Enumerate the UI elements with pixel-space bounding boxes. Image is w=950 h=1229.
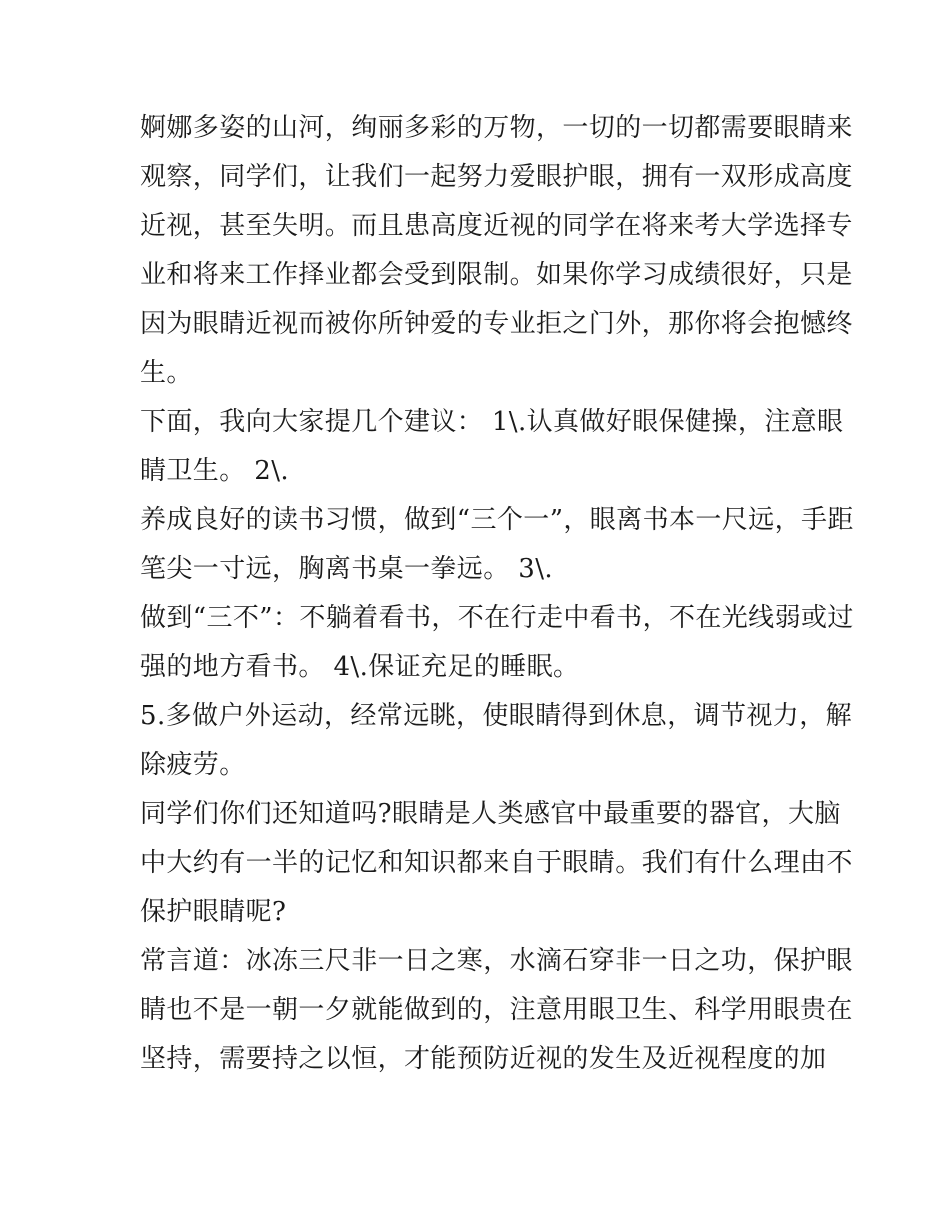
paragraph-eye-importance [140, 790, 853, 937]
text-line: 除疲劳。 [140, 750, 246, 780]
text-line: 婀娜多姿的山河，绚丽多彩的万物，一切的一切都需要眼睛来 [140, 113, 853, 143]
text-line: 下面，我向大家提几个建议： 1\.认真做好眼保健操，注意眼 [140, 407, 844, 437]
text-line: 因为眼睛近视而被你所钟爱的专业拒之门外，那你将会抱憾终 [140, 309, 853, 339]
text-line: 睛卫生。 2\. [140, 456, 290, 486]
body-text [140, 104, 854, 1084]
paragraph-suggestion-2 [140, 496, 854, 594]
text-line: 业和将来工作择业都会受到限制。如果你学习成绩很好，只是 [140, 260, 853, 290]
text-line: 近视，甚至失明。而且患高度近视的同学在将来考大学选择专 [140, 211, 853, 241]
text-line: 保护眼睛呢? [140, 897, 287, 927]
text-line: 常言道：冰冻三尺非一日之寒，水滴石穿非一日之功，保护眼 [140, 946, 853, 976]
paragraph-suggestion-5 [140, 692, 853, 790]
text-line: 养成良好的读书习惯，做到“三个一”，眼离书本一尺远，手距 [140, 505, 854, 535]
text-line: 笔尖一寸远，胸离书桌一拳远。 3\. [140, 554, 554, 584]
text-line: 强的地方看书。 4\.保证充足的睡眠。 [140, 652, 580, 682]
text-line: 睛也不是一朝一夕就能做到的，注意用眼卫生、科学用眼贵在 [140, 995, 853, 1025]
text-line: 中大约有一半的记忆和知识都来自于眼睛。我们有什么理由不 [140, 848, 853, 878]
text-line: 观察，同学们，让我们一起努力爱眼护眼，拥有一双形成高度 [140, 162, 853, 192]
paragraph-suggestion-3 [140, 594, 854, 692]
text-line: 坚持，需要持之以恒，才能预防近视的发生及近视程度的加 [140, 1044, 827, 1074]
paragraph-protect-eyes [140, 104, 853, 398]
text-line: 做到“三不”：不躺着看书，不在行走中看书，不在光线弱或过 [140, 603, 854, 633]
paragraph-suggestion-1 [140, 398, 844, 496]
text-line: 同学们你们还知道吗?眼睛是人类感官中最重要的器官，大脑 [140, 799, 841, 829]
text-line: 生。 [140, 358, 193, 388]
paragraph-persistence [140, 937, 853, 1084]
text-line: 5.多做户外运动，经常远眺，使眼睛得到休息，调节视力，解 [140, 701, 853, 731]
